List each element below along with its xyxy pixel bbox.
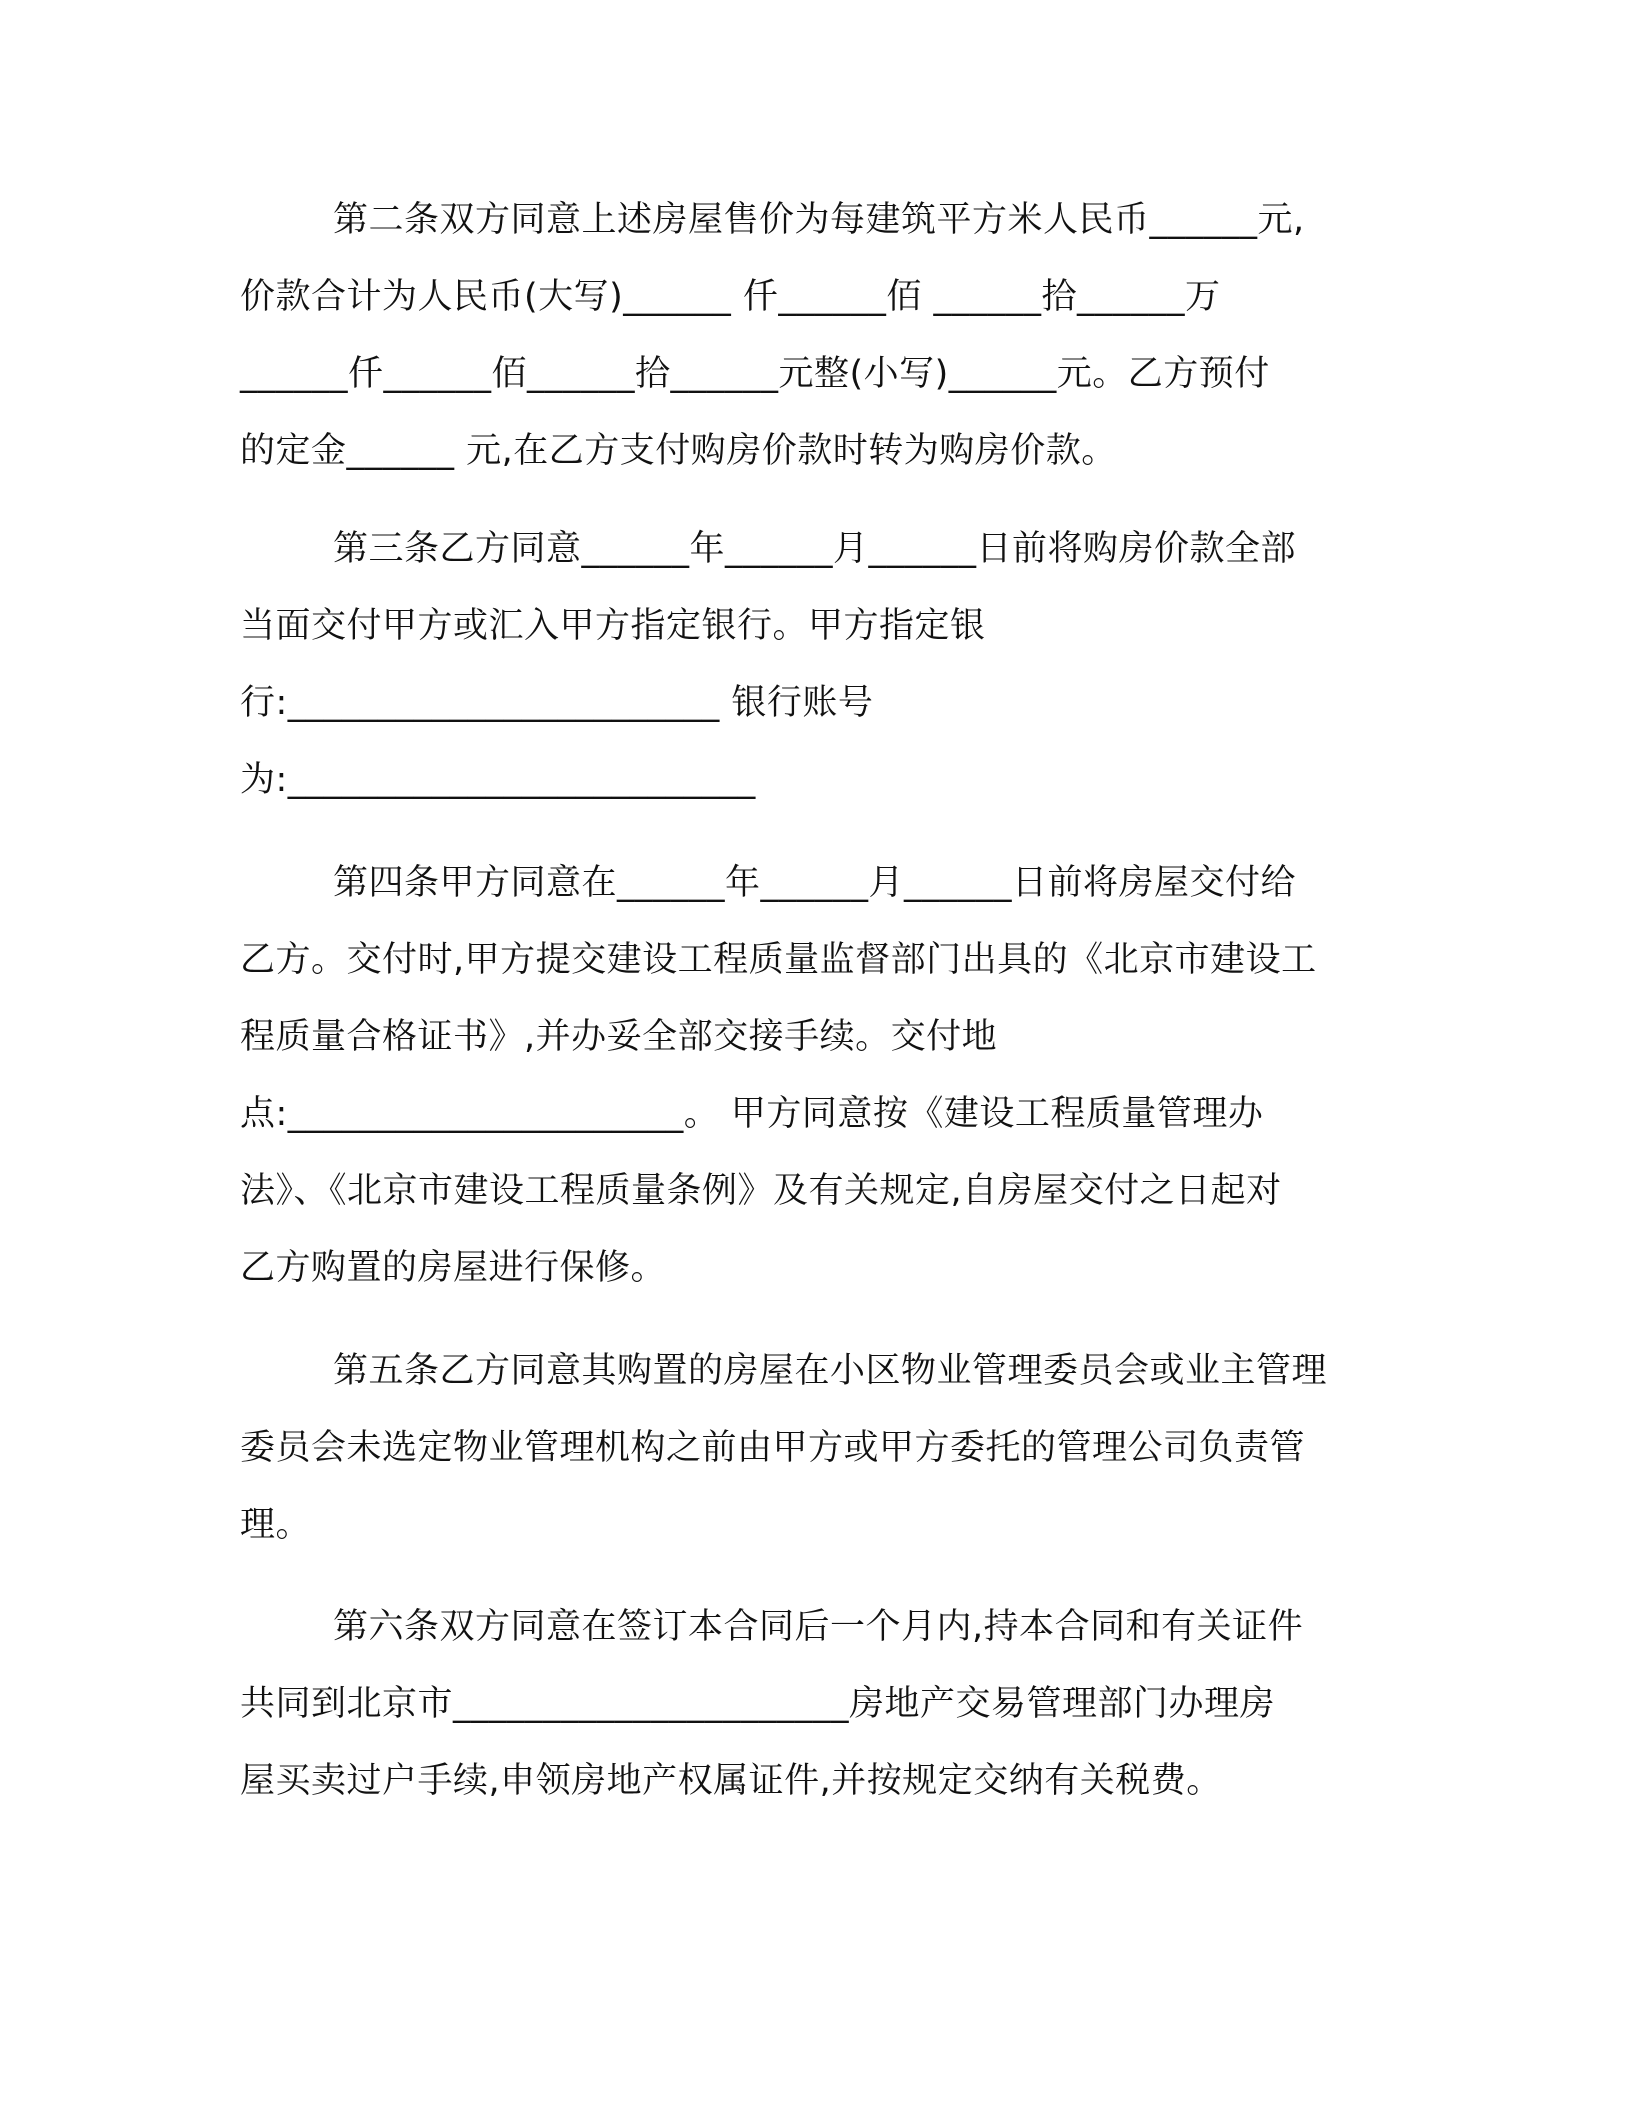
text-line: 法》、《北京市建设工程质量条例》及有关规定,自房屋交付之日起对: [240, 1171, 1282, 1211]
text-line: 理。: [240, 1505, 312, 1545]
text-line: ______仟______佰______拾______元整(小写)______元。乙方预付: [240, 354, 1270, 394]
text-line: 第三条乙方同意______年______月______日前将购房价款全部: [333, 529, 1297, 569]
text-line: 为:__________________________: [240, 760, 756, 800]
text-line: 点:______________________。 甲方同意按《建设工程质量管理办: [240, 1094, 1264, 1134]
text-line: 行:________________________ 银行账号: [240, 683, 874, 723]
text-line: 乙方。交付时,甲方提交建设工程质量监督部门出具的《北京市建设工: [240, 940, 1317, 980]
text-line: 委员会未选定物业管理机构之前由甲方或甲方委托的管理公司负责管: [240, 1428, 1306, 1468]
text-line: 程质量合格证书》,并办妥全部交接手续。交付地: [240, 1017, 998, 1057]
text-line: 第二条双方同意上述房屋售价为每建筑平方米人民币______元,: [333, 200, 1305, 240]
text-line: 的定金______ 元,在乙方支付购房价款时转为购房价款。: [240, 431, 1117, 471]
text-line: 屋买卖过户手续,申领房地产权属证件,并按规定交纳有关税费。: [240, 1761, 1222, 1801]
text-line: 共同到北京市______________________房地产交易管理部门办理房: [240, 1684, 1276, 1724]
text-line: 第四条甲方同意在______年______月______日前将房屋交付给: [333, 863, 1297, 903]
text-line: 当面交付甲方或汇入甲方指定银行。甲方指定银: [240, 606, 986, 646]
text-line: 价款合计为人民币(大写)______ 仟______佰 ______拾______万: [240, 277, 1221, 317]
text-line: 第五条乙方同意其购置的房屋在小区物业管理委员会或业主管理: [333, 1351, 1328, 1391]
text-line: 乙方购置的房屋进行保修。: [240, 1248, 667, 1288]
text-line: 第六条双方同意在签订本合同后一个月内,持本合同和有关证件: [333, 1607, 1304, 1647]
